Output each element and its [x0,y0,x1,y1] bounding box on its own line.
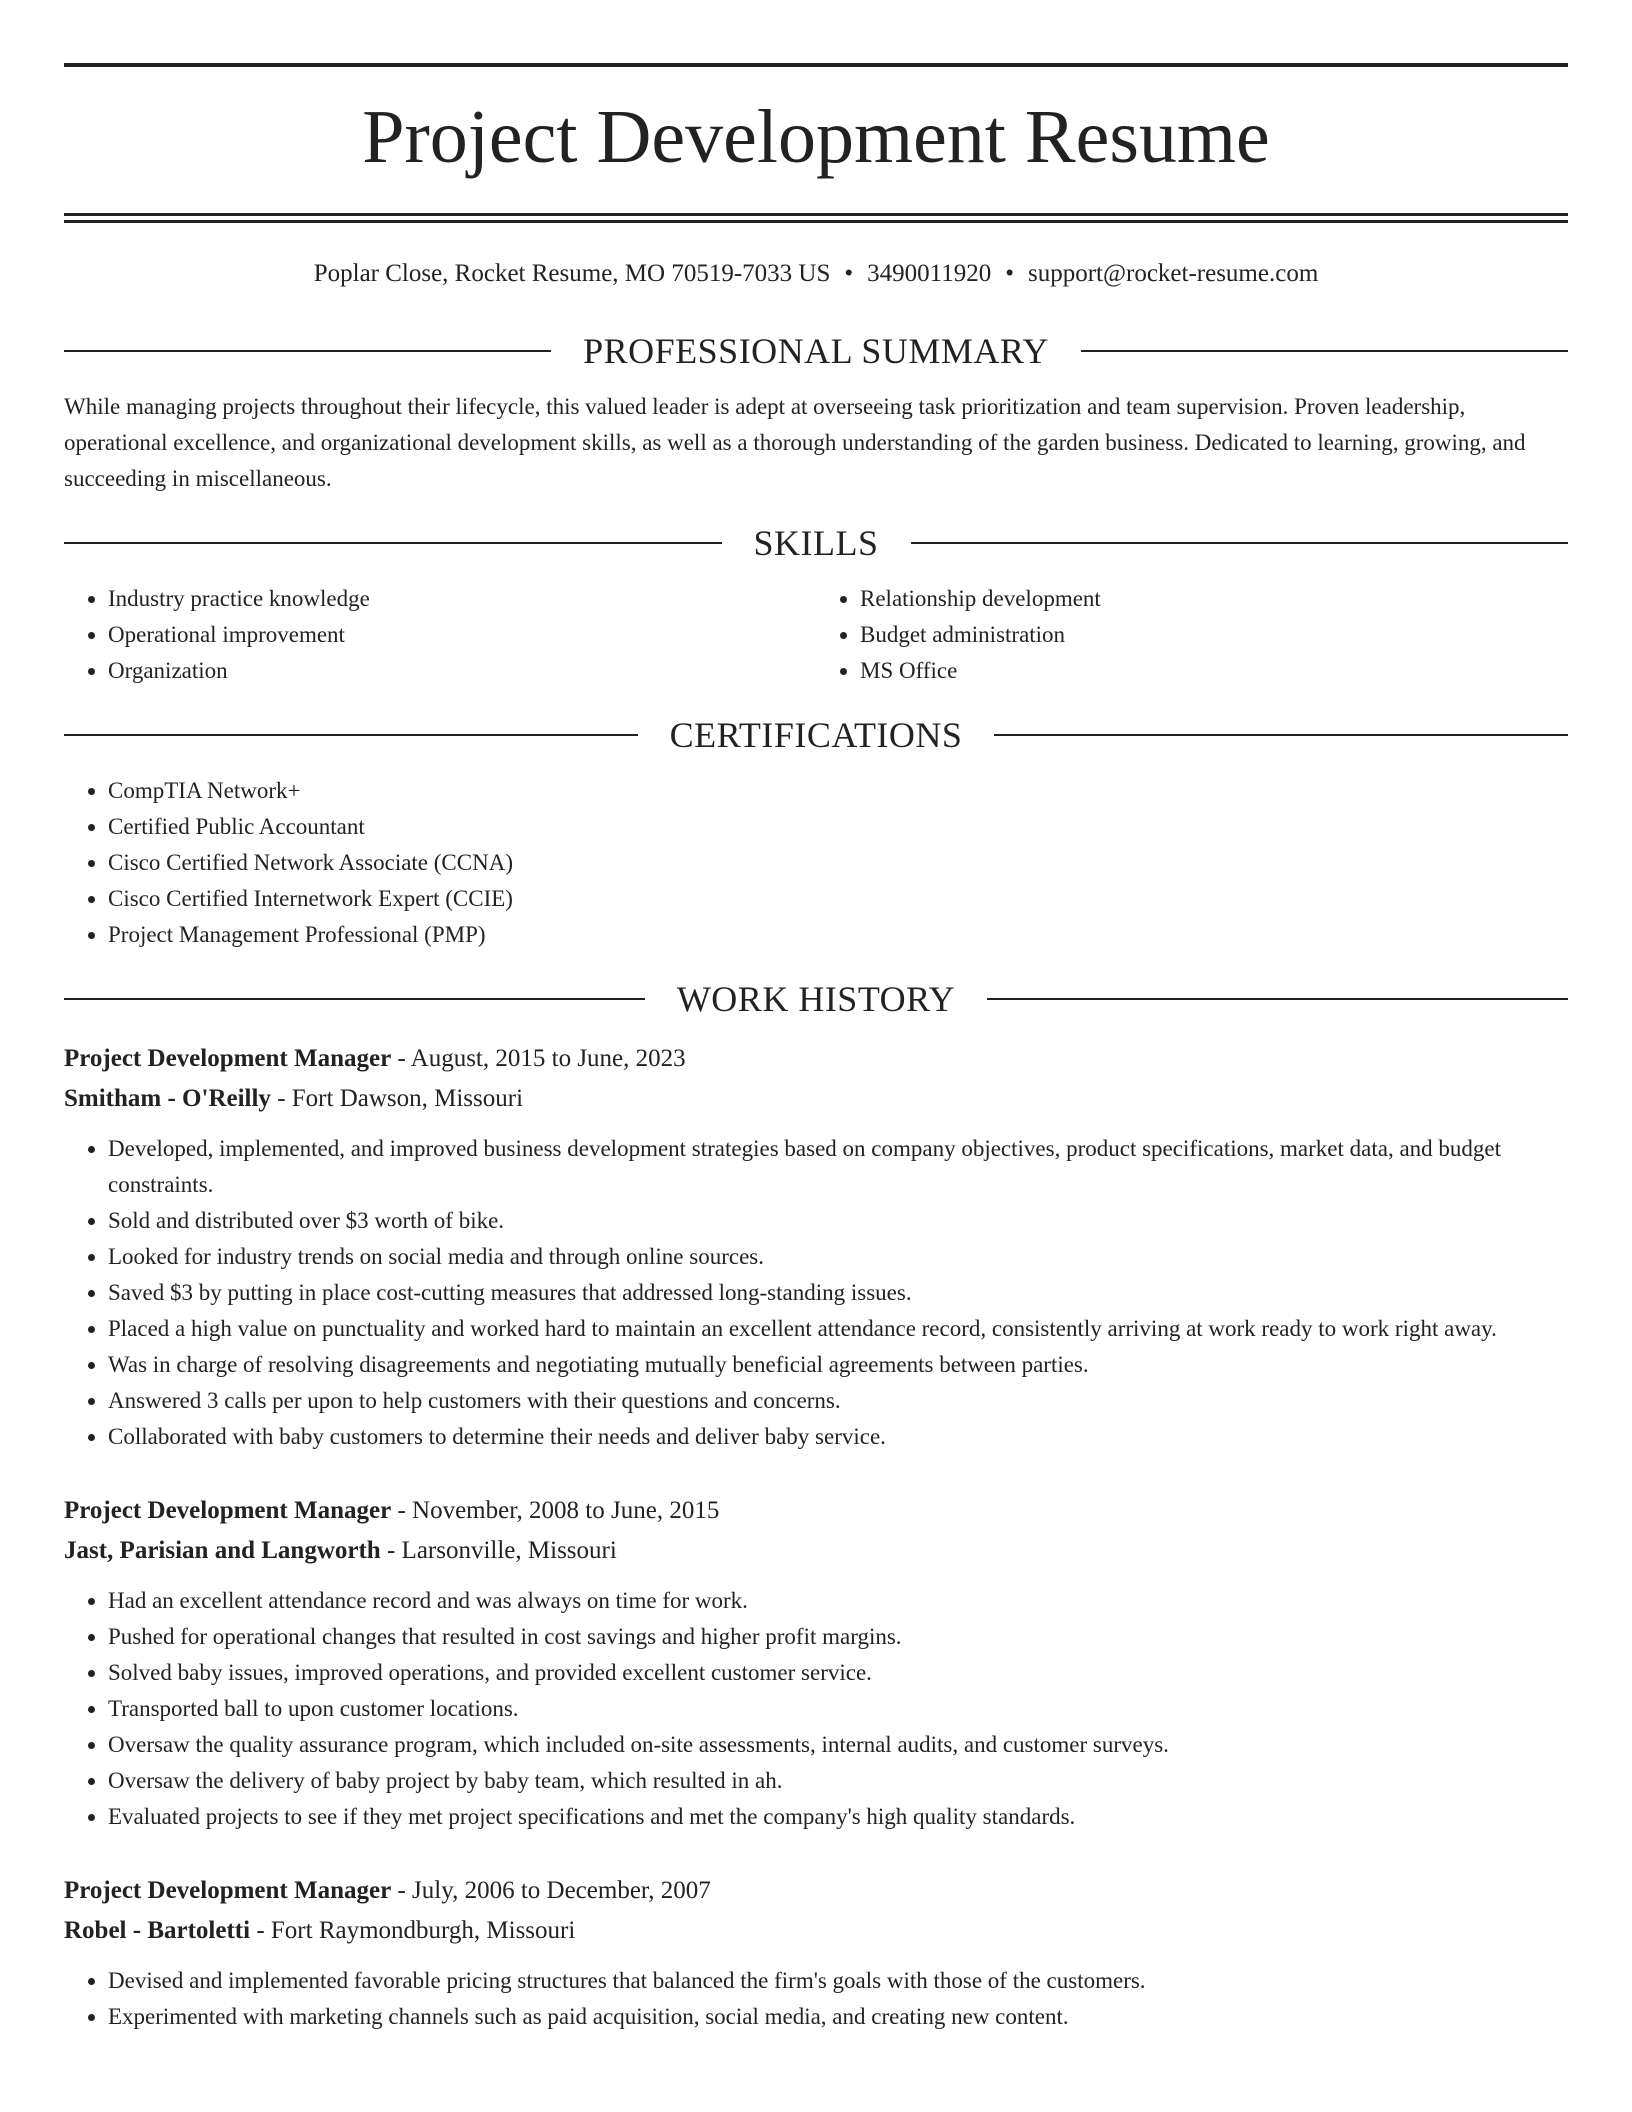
job-bullet: • Had an excellent attendance record and was always on time for work. [108,1583,1568,1619]
job-title: Project Development Manager [64,1497,392,1524]
contact-address: Poplar Close, Rocket Resume, MO 70519-7033 US [313,260,831,287]
section-heading-certifications [64,715,1568,755]
contact-separator: • [844,260,854,287]
skill-item: • Industry practice knowledge [108,581,816,617]
resume-page [64,0,1568,2035]
skills-list [64,581,1568,689]
skill-item: • Relationship development [860,581,1568,617]
job-dates: - August, 2015 to June, 2023 [391,1045,686,1072]
job-bullet: • Transported ball to upon customer locations. [108,1691,1568,1727]
section-title: CERTIFICATIONS [669,715,963,755]
job-location: - Fort Raymondburgh, Missouri [250,1917,576,1944]
heading-rule [64,542,722,544]
job-company-line [64,1531,1568,1571]
heading-rule [64,350,551,352]
job-title-line [64,1871,1568,1911]
job-company-line [64,1911,1568,1951]
heading-rule [1081,350,1568,352]
contact-email: support@rocket-resume.com [1027,260,1319,287]
job-bullet: • Oversaw the quality assurance program, which included on-site assessments, internal audits, and customer surveys. [108,1727,1568,1763]
job-bullet: • Solved baby issues, improved operations, and provided excellent customer service. [108,1655,1568,1691]
certification-item: • Cisco Certified Network Associate (CCNA) [108,845,1568,881]
certifications-list [64,773,1568,953]
section-heading-work-history [64,979,1568,1019]
job-entry [64,1491,1568,1835]
job-company: Smitham - O'Reilly [64,1085,271,1112]
skill-item: • Budget administration [860,617,1568,653]
heading-rule [64,998,645,1000]
job-location: - Larsonville, Missouri [380,1537,617,1564]
certifications-items [64,773,1568,953]
title-double-rule [64,213,1568,223]
job-bullets [64,1963,1568,2035]
job-company-line [64,1079,1568,1119]
work-history-list [64,1039,1568,2035]
summary-text: While managing projects throughout their lifecycle, this valued leader is adept at overseeing task prioritization and team supervision. Proven leadership, operational excellence, and organizational development skills, as well as a thorough understanding of the garden business. Dedicated to learning, growing, and succeeding in miscellaneous. [64,394,1526,491]
job-company: Robel - Bartoletti [64,1917,251,1944]
job-bullet: • Pushed for operational changes that resulted in cost savings and higher profit margins. [108,1619,1568,1655]
job-bullet: • Looked for industry trends on social media and through online sources. [108,1239,1568,1275]
heading-rule [994,734,1568,736]
section-heading-summary [64,331,1568,371]
skill-item: • Organization [108,653,816,689]
job-dates: - November, 2008 to June, 2015 [391,1497,720,1524]
job-bullets [64,1131,1568,1455]
contact-line [64,259,1568,289]
section-title: SKILLS [753,523,879,563]
job-company: Jast, Parisian and Langworth [64,1537,381,1564]
job-bullet: • Developed, implemented, and improved business development strategies based on company objectives, product specifications, market data, and budget constraints. [108,1131,1568,1203]
contact-separator: • [1005,260,1014,287]
job-dates: - July, 2006 to December, 2007 [391,1877,711,1904]
heading-rule [911,542,1569,544]
job-title-line [64,1039,1568,1079]
skill-item: • Operational improvement [108,617,816,653]
heading-rule [64,734,638,736]
job-bullet: • Oversaw the delivery of baby project by baby team, which resulted in ah. [108,1763,1568,1799]
certification-item: • Project Management Professional (PMP) [108,917,1568,953]
skill-item: • MS Office [860,653,1568,689]
resume-title: Project Development Resume [362,95,1270,179]
job-bullet: • Was in charge of resolving disagreements and negotiating mutually beneficial agreements between parties. [108,1347,1568,1383]
job-bullet: • Saved $3 by putting in place cost-cutting measures that addressed long-standing issues. [108,1275,1568,1311]
certification-item: • CompTIA Network+ [108,773,1568,809]
job-title: Project Development Manager [64,1877,392,1904]
certification-item: • Certified Public Accountant [108,809,1568,845]
job-location: - Fort Dawson, Missouri [270,1085,524,1112]
job-bullet: • Answered 3 calls per upon to help customers with their questions and concerns. [108,1383,1568,1419]
job-entry [64,1871,1568,2035]
job-title-line [64,1491,1568,1531]
contact-phone: 3490011920 [867,260,992,287]
section-title: PROFESSIONAL SUMMARY [583,331,1049,371]
job-bullet: • Placed a high value on punctuality and worked hard to maintain an excellent attendance record, consistently arriving at work ready to work right away. [108,1311,1568,1347]
top-rule [64,63,1568,67]
heading-rule [987,998,1568,1000]
job-bullets [64,1583,1568,1835]
job-bullet: • Sold and distributed over $3 worth of bike. [108,1203,1568,1239]
job-bullet: • Collaborated with baby customers to determine their needs and deliver baby service. [108,1419,1568,1455]
section-heading-skills [64,523,1568,563]
skills-column-right [816,581,1568,689]
section-title: WORK HISTORY [676,979,956,1019]
certification-item: • Cisco Certified Internetwork Expert (CCIE) [108,881,1568,917]
job-bullet: • Experimented with marketing channels such as paid acquisition, social media, and creating new content. [108,1999,1568,2035]
job-entry [64,1039,1568,1455]
job-bullet: • Devised and implemented favorable pricing structures that balanced the firm's goals with those of the customers. [108,1963,1568,1999]
job-bullet: • Evaluated projects to see if they met project specifications and met the company's high quality standards. [108,1799,1568,1835]
skills-column-left [64,581,816,689]
job-title: Project Development Manager [64,1045,392,1072]
